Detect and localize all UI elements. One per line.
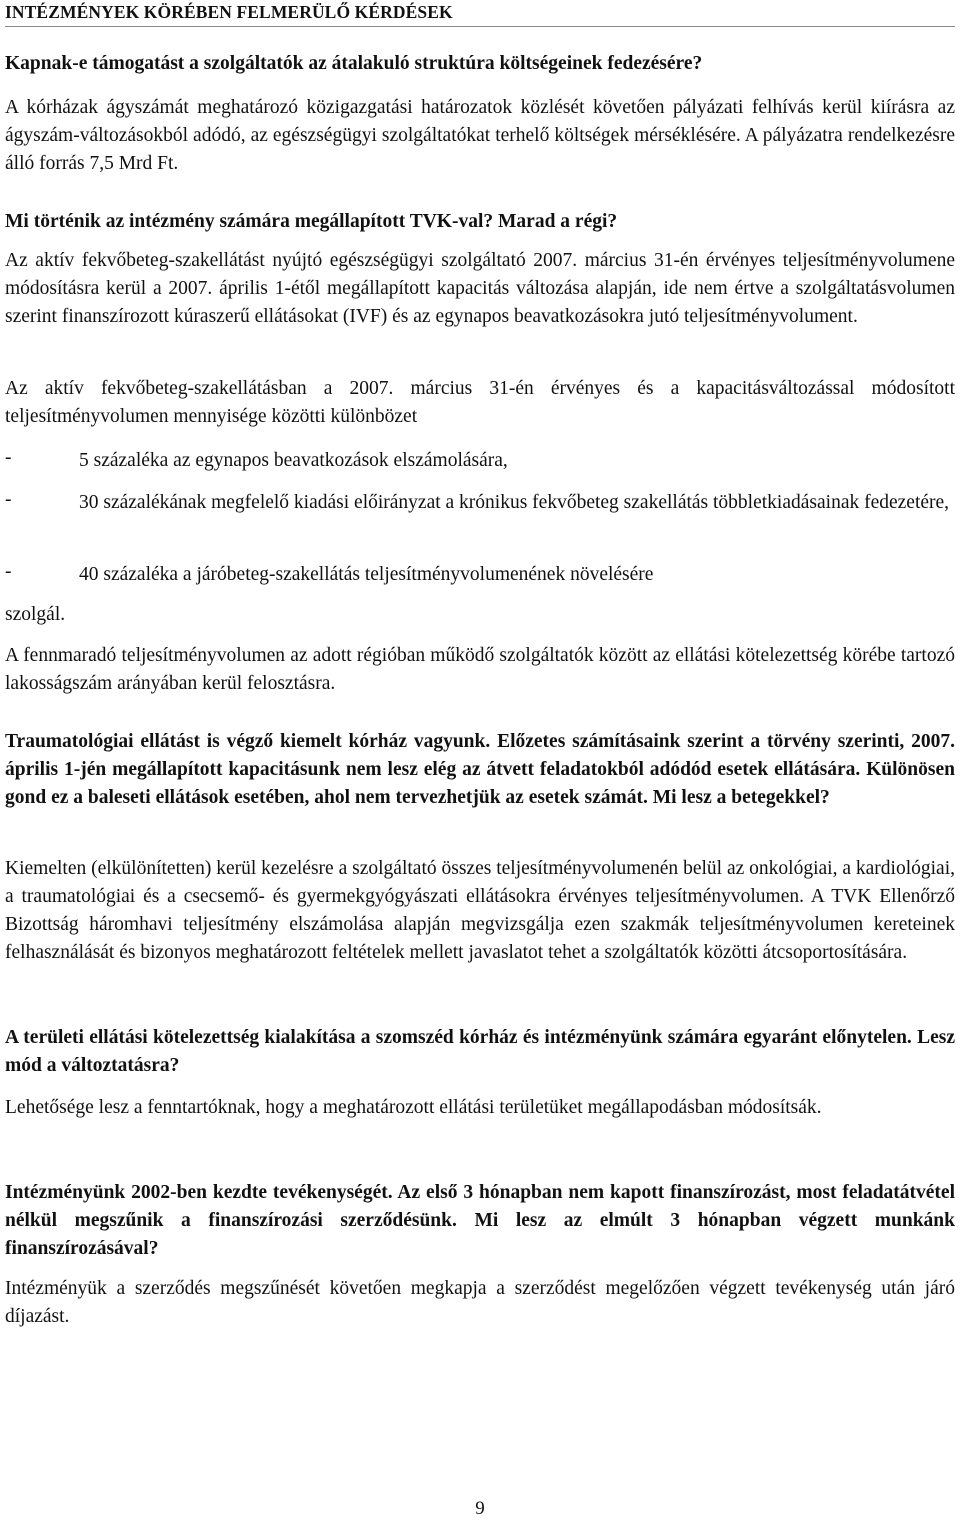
list-dash: - [5, 561, 12, 582]
answer-2: Az aktív fekvőbeteg-szakellátást nyújtó egészségügyi szolgáltató 2007. március 31-én érvényes teljesítményvolumene módosításra kerül a 2007. április 1-étől megállapított kapacitás változása alapján, ide nem értve a szolgáltatásvolumen szerint finanszírozott kúraszerű ellátásokat (IVF) és az egynapos beavatkozásokra jutó teljesítményvolument. [5, 250, 955, 327]
answer-4: Lehetősége lesz a fenntartóknak, hogy a meghatározott ellátási területüket megállapodásban módosítsák. [5, 1097, 822, 1118]
answer-1: A kórházak ágyszámát meghatározó közigazgatási határozatok közlését követően pályázati felhívás kerül kiírásra az ágyszám-változásokból adódó, az egészségügyi szolgáltatókat terhelő költségek mérséklésére. A pályázatra rendelkezésre álló forrás 7,5 Mrd Ft. [5, 97, 955, 174]
answer-3: Kiemelten (elkülönítetten) kerül kezelésre a szolgáltató összes teljesítményvolumenén belül az onkológiai, a kardiológiai, a traumatológiai és a csecsemő- és gyermekgyógyászati ellátásokra érvényes teljesítményvolumen. A TVK Ellenőrző Bizottság háromhavi teljesítmény elszámolása alapján megvizsgálja ezen szakmák teljesítményvolumen kereteinek felhasználását és bizonyos meghatározott feltételek mellett javaslatot tehet a szolgáltatók közötti átcsoportosítására. [5, 858, 955, 963]
list-item-text: 40 százaléka a járóbeteg-szakellátás teljesítményvolumenének növelésére [79, 564, 654, 585]
answer-2b: Az aktív fekvőbeteg-szakellátásban a 2007. március 31-én érvényes és a kapacitásváltozással módosított teljesítményvolumen mennyisége közötti különbözet [5, 378, 955, 427]
question-3: Traumatológiai ellátást is végző kiemelt kórház vagyunk. Előzetes számításaink szerint a törvény szerinti, 2007. április 1-jén megállapított kapacitásunk nem lesz elég az átvett feladatokból adódód esetek ellátására. Különösen gond ez a baleseti ellátások esetében, ahol nem tervezhetjük az esetek számát. Mi lesz a betegekkel? [5, 731, 955, 808]
question-5: Intézményünk 2002-ben kezdte tevékenységét. Az első 3 hónapban nem kapott finanszírozást, most feladatátvétel nélkül megszűnik a finanszírozási szerződésünk. Mi lesz az elmúlt 3 hónapban végzett munkánk finanszírozásával? [5, 1182, 955, 1259]
list-item [5, 447, 955, 475]
list-tail: szolgál. [5, 604, 66, 625]
page-header: INTÉZMÉNYEK KÖRÉBEN FELMERÜLŐ KÉRDÉSEK [5, 2, 955, 27]
page-number: 9 [475, 1498, 485, 1519]
question-1: Kapnak-e támogatást a szolgáltatók az átalakuló struktúra költségeinek fedezésére? [5, 53, 703, 74]
answer-5: Intézményük a szerződés megszűnését követően megkapja a szerződést megelőzően végzett tevékenység után járó díjazást. [5, 1278, 955, 1327]
list-item-text: 30 százalékának megfelelő kiadási előirányzat a krónikus fekvőbeteg szakellátás többletkiadásainak fedezetére, [79, 492, 950, 513]
list-item [5, 489, 955, 517]
list-item-text: 5 százaléka az egynapos beavatkozások elszámolására, [79, 450, 508, 471]
question-2: Mi történik az intézmény számára megállapított TVK-val? Marad a régi? [5, 211, 618, 232]
list-dash: - [5, 447, 12, 468]
answer-2c: A fennmaradó teljesítményvolumen az adott régióban működő szolgáltatók között az ellátási kötelezettség körébe tartozó lakosságszám arányában kerül felosztásra. [5, 645, 955, 694]
list-item [5, 561, 955, 589]
list-dash: - [5, 489, 12, 510]
question-4: A területi ellátási kötelezettség kialakítása a szomszéd kórház és intézményünk számára egyaránt előnytelen. Lesz mód a változtatásra? [5, 1027, 955, 1076]
